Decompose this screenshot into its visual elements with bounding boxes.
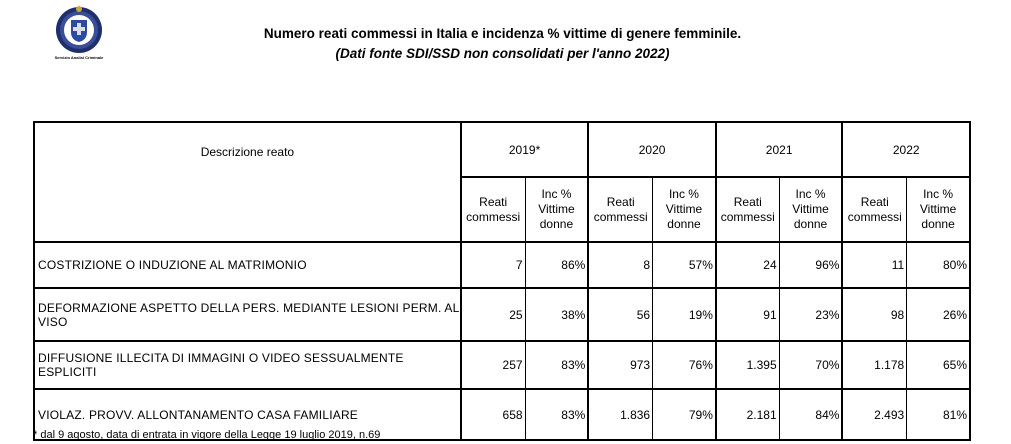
table-row [34, 288, 970, 341]
inc-cell: 19% [653, 288, 716, 341]
reati-cell: 7 [461, 242, 525, 288]
reati-cell: 25 [461, 288, 525, 341]
inc-cell: 38% [525, 288, 588, 341]
year-header: 2021 [716, 122, 843, 177]
description-header: Descrizione reato [34, 122, 461, 242]
inc-cell: 26% [907, 288, 970, 341]
reati-header: Reati commessi [842, 177, 906, 242]
inc-cell: 65% [907, 341, 970, 389]
reati-cell: 56 [588, 288, 652, 341]
inc-cell: 57% [653, 242, 716, 288]
inc-header: Inc % Vittime donne [653, 177, 716, 242]
crime-description: DIFFUSIONE ILLECITA DI IMMAGINI O VIDEO SESSUALMENTE ESPLICITI [34, 341, 461, 389]
inc-cell: 96% [779, 242, 842, 288]
year-header: 2020 [588, 122, 716, 177]
reati-cell: 1.395 [716, 341, 779, 389]
crime-description: DEFORMAZIONE ASPETTO DELLA PERS. MEDIANTE LESIONI PERM. AL VISO [34, 288, 461, 341]
reati-cell: 1.178 [842, 341, 906, 389]
reati-cell: 91 [716, 288, 779, 341]
logo-caption: Servizio Analisi Criminale [54, 55, 104, 60]
reati-cell: 1.836 [588, 389, 652, 440]
inc-cell: 79% [653, 389, 716, 440]
inc-cell: 81% [907, 389, 970, 440]
inc-cell: 86% [525, 242, 588, 288]
table-row [34, 242, 970, 288]
inc-cell: 70% [779, 341, 842, 389]
year-header-row [34, 122, 970, 177]
inc-cell: 83% [525, 341, 588, 389]
inc-cell: 76% [653, 341, 716, 389]
inc-cell: 23% [779, 288, 842, 341]
table-row [34, 341, 970, 389]
reati-cell: 24 [716, 242, 779, 288]
inc-cell: 80% [907, 242, 970, 288]
crime-description: COSTRIZIONE O INDUZIONE AL MATRIMONIO [34, 242, 461, 288]
reati-header: Reati commessi [716, 177, 779, 242]
crime-description: VIOLAZ. PROVV. ALLONTANAMENTO CASA FAMILIARE [34, 389, 461, 440]
reati-cell: 8 [588, 242, 652, 288]
reati-cell: 658 [461, 389, 525, 440]
year-header: 2019* [461, 122, 589, 177]
page-subtitle: (Dati fonte SDI/SSD non consolidati per l'anno 2022) [335, 46, 670, 61]
reati-cell: 2.493 [842, 389, 906, 440]
reati-cell: 2.181 [716, 389, 779, 440]
inc-cell: 83% [525, 389, 588, 440]
crime-data-table [33, 121, 971, 441]
page-title: Numero reati commessi in Italia e incidenza % vittime di genere femminile. [263, 26, 742, 41]
reati-cell: 98 [842, 288, 906, 341]
inc-header: Inc % Vittime donne [907, 177, 970, 242]
police-emblem-icon [44, 2, 114, 56]
inc-header: Inc % Vittime donne [779, 177, 842, 242]
inc-header: Inc % Vittime donne [525, 177, 588, 242]
reati-header: Reati commessi [461, 177, 525, 242]
reati-cell: 257 [461, 341, 525, 389]
reati-cell: 973 [588, 341, 652, 389]
year-header: 2022 [842, 122, 970, 177]
reati-header: Reati commessi [588, 177, 652, 242]
reati-cell: 11 [842, 242, 906, 288]
footnote: * dal 9 agosto, data di entrata in vigore della Legge 19 luglio 2019, n.69 [33, 429, 381, 441]
inc-cell: 84% [779, 389, 842, 440]
